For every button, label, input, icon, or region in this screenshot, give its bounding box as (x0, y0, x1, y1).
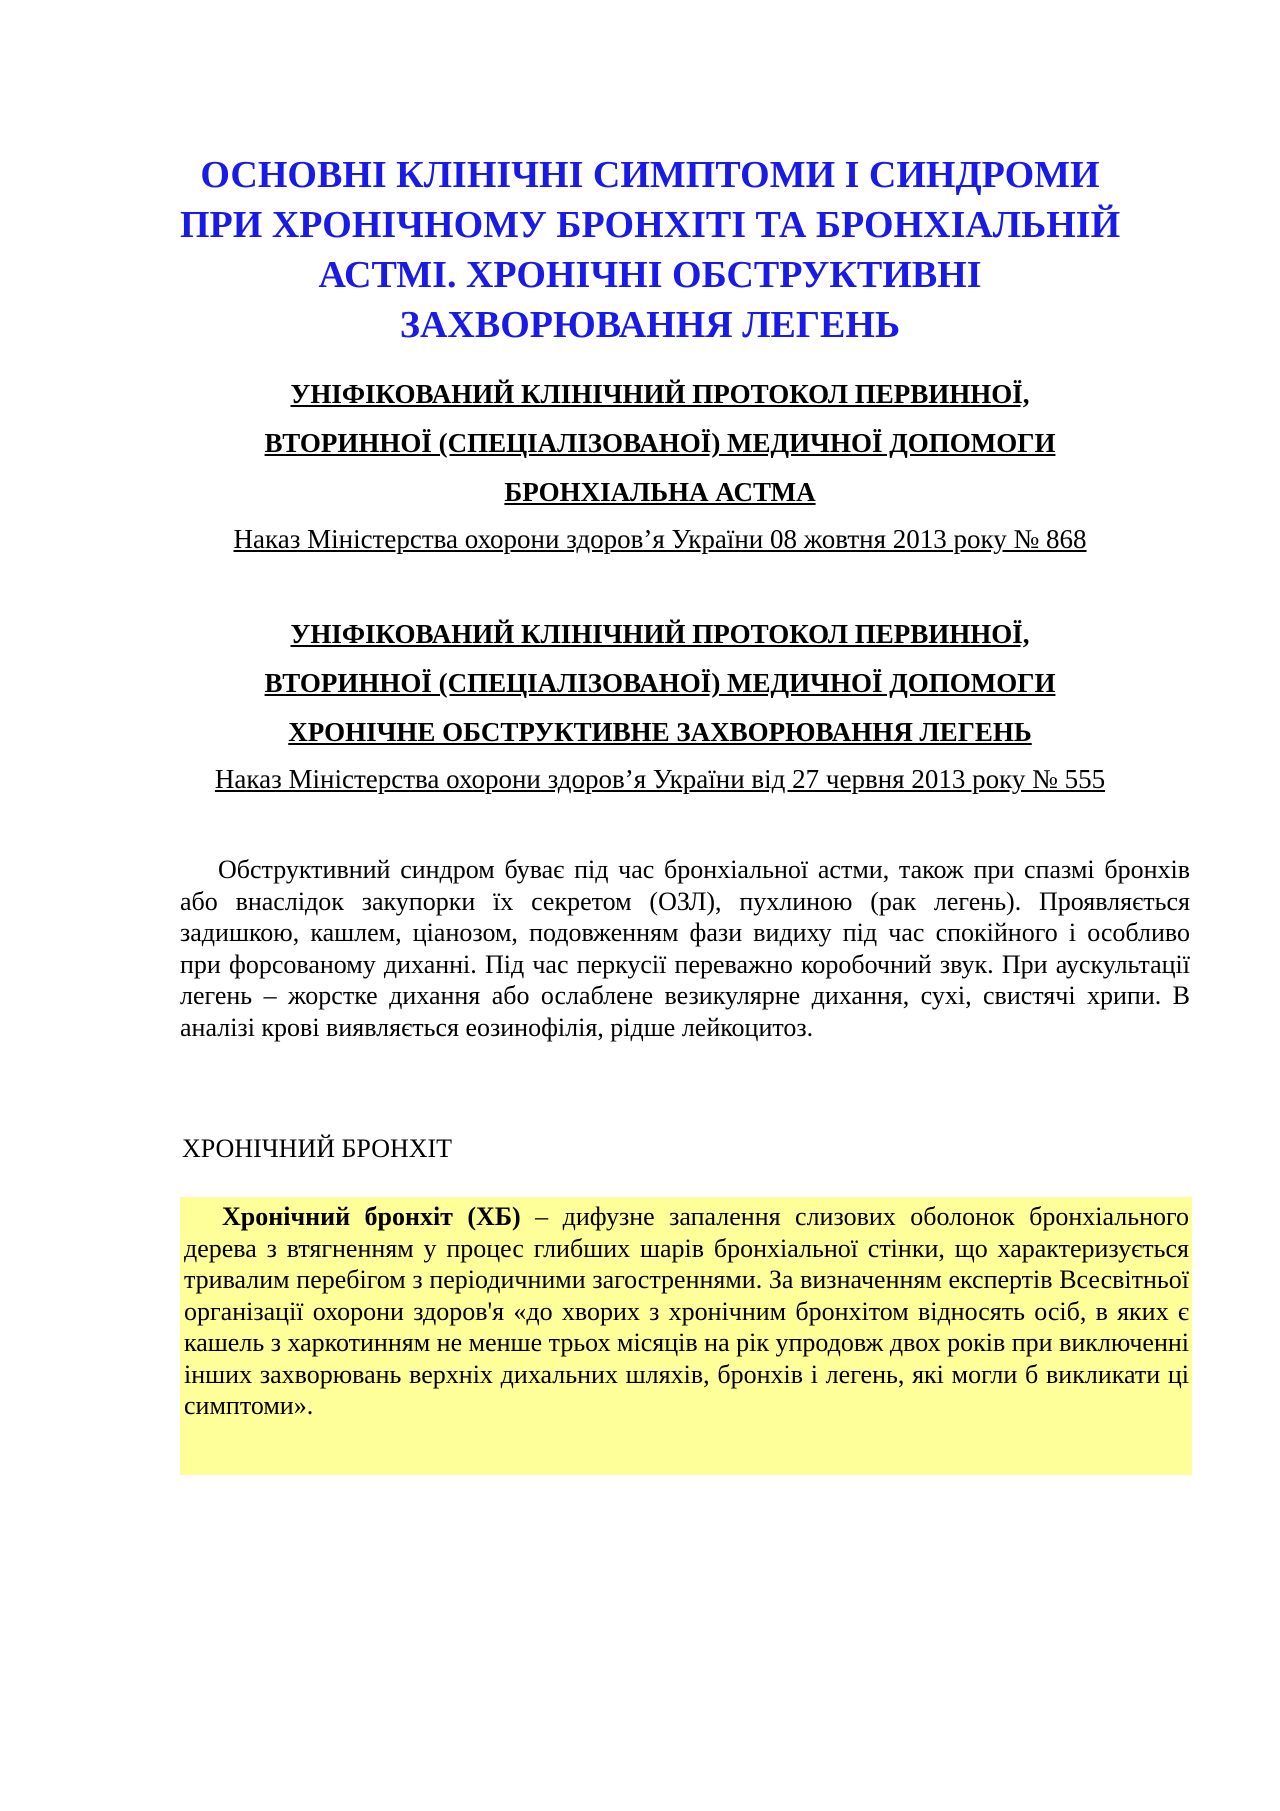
chronic-bronchitis-definition (184, 1201, 1189, 1422)
protocol-disease-name: БРОНХІАЛЬНА АСТМА (504, 477, 816, 507)
protocol-order-reference: Наказ Міністерства охорони здоров’я України 08 жовтня 2013 року № 868 (233, 524, 1087, 554)
protocol-asthma-block (160, 370, 1160, 559)
obstructive-syndrome-paragraph: Обструктивний синдром буває під час бронхіальної астми, також при спазмі бронхів або внаслідок закупорки їх секретом (ОЗЛ), пухлиною (рак легень). Проявляється задишкою, кашлем, ціанозом, подовженням фази видиху під час спокійного і особливо при форсованому диханні. Під час перкусії переважно коробочний звук. При аускультації легень – жорстке дихання або ослаблене везикулярне дихання, сухі, свистячі хрипи. В аналізі крові виявляється еозинофілія, рідше лейкоцитоз. (180, 855, 1190, 1042)
protocol-copd-block (160, 610, 1160, 799)
definition-term: Хронічний бронхіт (ХБ) (222, 1202, 521, 1231)
title-line-1: ОСНОВНІ КЛІНІЧНІ СИМПТОМИ І СИНДРОМИ (200, 154, 1100, 196)
protocol-order-reference: Наказ Міністерства охорони здоров’я України від 27 червня 2013 року № 555 (214, 764, 1106, 794)
protocol-disease-name: ХРОНІЧНЕ ОБСТРУКТИВНЕ ЗАХВОРЮВАННЯ ЛЕГЕНЬ (288, 717, 1032, 747)
title-line-3: АСТМІ. ХРОНІЧНІ ОБСТРУКТИВНІ (318, 254, 982, 296)
protocol-heading-line: УНІФІКОВАНИЙ КЛІНІЧНИЙ ПРОТОКОЛ ПЕРВИННОЇ, (290, 619, 1030, 649)
definition-text: – дифузне запалення слизових оболонок бронхіального дерева з втягненням у процес глибших шарів бронхіальної стінки, що характеризується тривалим перебігом з періодичними загостреннями. За визначенням експертів Всесвітньої організації охорони здоров'я «до хворих з хронічним бронхітом відносять осіб, в яких є кашель з харкотинням не менше трьох місяців на рік упродовж двох років при виключенні інших захворювань верхніх дихальних шляхів, бронхів і легень, які могли б викликати ці симптоми». (184, 1202, 1190, 1420)
title-line-4: ЗАХВОРЮВАННЯ ЛЕГЕНЬ (399, 304, 901, 346)
protocol-heading-line: УНІФІКОВАНИЙ КЛІНІЧНИЙ ПРОТОКОЛ ПЕРВИННОЇ, (290, 379, 1030, 409)
page-title (180, 150, 1120, 350)
title-line-2: ПРИ ХРОНІЧНОМУ БРОНХІТІ ТА БРОНХІАЛЬНІЙ (180, 204, 1121, 246)
protocol-heading-line: ВТОРИННОЇ (СПЕЦІАЛІЗОВАНОЇ) МЕДИЧНОЇ ДОПОМОГИ (264, 428, 1056, 458)
protocol-heading-line: ВТОРИННОЇ (СПЕЦІАЛІЗОВАНОЇ) МЕДИЧНОЇ ДОПОМОГИ (264, 668, 1056, 698)
section-heading-chronic-bronchitis: ХРОНІЧНИЙ БРОНХІТ (182, 1134, 453, 1163)
